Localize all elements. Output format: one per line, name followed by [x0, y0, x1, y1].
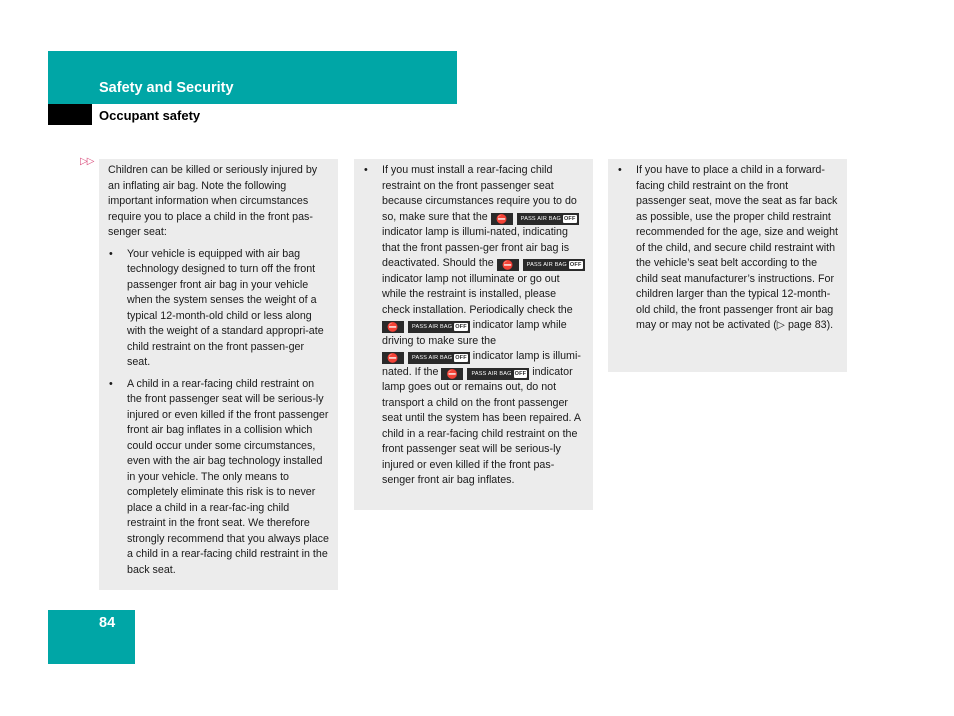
- pass-air-bag-off-lamp: [382, 321, 470, 333]
- intro-paragraph: Children can be killed or seriously injured by an inflating air bag. Note the following important information when circumstances require you to place a child in the front pas-senger seat:: [108, 164, 318, 238]
- bullet-list: [108, 247, 330, 579]
- passenger-seat-airbag-icon: ⛔: [441, 368, 463, 380]
- pass-air-bag-off-lamp: [382, 352, 470, 364]
- passenger-seat-airbag-icon: ⛔: [491, 213, 513, 225]
- passenger-seat-airbag-icon: ⛔: [497, 259, 519, 271]
- list-item-text: If you must install a rear-facing child restraint on the front passenger seat because circumstances require you to do so, make sure that the: [382, 164, 577, 223]
- list-item-text: indicator lamp goes out or remains out, do not transport a child on the front passenger seat until the system has been repaired. A child in a rear-facing child restraint on the front passenger seat will be serious-ly injured or even killed if the front pas-senger front air bag inflates.: [382, 365, 581, 486]
- subsection-title: Occupant safety: [99, 108, 201, 123]
- bullet-icon: •: [109, 247, 113, 260]
- list-item: [108, 377, 330, 579]
- list-item: [617, 163, 839, 334]
- list-item-text: indicator lamp is illumi-nated. If the: [382, 350, 581, 378]
- lamp-off-text: OFF: [455, 355, 467, 361]
- bullet-icon: •: [109, 377, 113, 390]
- warning-box-intro: [99, 159, 338, 590]
- page-number: 84: [99, 615, 116, 631]
- lamp-label: PASS AIR BAG OFF: [408, 352, 470, 364]
- list-item-text: If you have to place a child in a forward-facing child restraint on the front passenger seat, move the seat as far back as possible, use the proper child restraint recommended for the age, size and weight of the child, and secure child restraint with the vehicle’s seat belt according to the child seat manufacturer’s instructions. For children larger than the typical 12-month-old child, the front passenger front air bag may or may not be activated (▷ page 83).: [636, 164, 838, 331]
- passenger-seat-airbag-icon: ⛔: [382, 321, 404, 333]
- passenger-seat-airbag-icon: ⛔: [382, 352, 404, 364]
- bullet-icon: •: [618, 164, 622, 176]
- pass-air-bag-off-lamp: [491, 213, 579, 225]
- lamp-off-text: OFF: [455, 324, 467, 330]
- bullet-list: [617, 163, 839, 334]
- lamp-label: PASS AIR BAG OFF: [408, 321, 470, 333]
- section-tab-marker: [48, 104, 92, 125]
- lamp-label: PASS AIR BAG OFF: [467, 368, 529, 380]
- lamp-off-text: OFF: [569, 262, 582, 268]
- lamp-label: PASS AIR BAG OFF: [517, 213, 579, 225]
- pass-air-bag-off-lamp: [497, 259, 585, 271]
- warning-box-forward-facing: [608, 159, 847, 372]
- list-item: [363, 163, 585, 489]
- bullet-list: [363, 163, 585, 489]
- warning-box-rear-facing: [354, 159, 593, 510]
- lamp-off-text: OFF: [563, 215, 576, 222]
- list-item: [108, 247, 330, 371]
- list-item-text: indicator lamp while driving to make sure the: [382, 319, 567, 347]
- list-item-text: A child in a rear-facing child restraint on the front passenger seat will be serious-ly injured or even killed if the front passenger front air bag inflates in a collision which could occur under some circumstances, even with the air bag technology installed in your vehicle. The only means to completely eliminate this risk is to never place a child in a rear-fac-ing child restraint in the front seat. We therefore strongly recommend that you always place a child in a rear-facing child restraint in the back seat.: [127, 377, 329, 576]
- header-band: [48, 51, 457, 104]
- continued-arrow-icon: ▷▷: [80, 156, 94, 167]
- list-item-text: indicator lamp not illuminate or go out while the restraint is installed, please check installation. Periodically check the: [382, 272, 573, 316]
- lamp-off-text: OFF: [514, 370, 527, 377]
- list-item-text: indicator lamp is illumi-nated, indicating that the front passen-ger front air bag is deactivated. Should the: [382, 226, 570, 269]
- bullet-icon: •: [364, 164, 368, 176]
- lamp-label: PASS AIR BAG OFF: [523, 259, 585, 271]
- section-title: Safety and Security: [99, 80, 234, 96]
- list-item-text: Your vehicle is equipped with air bag technology designed to turn off the front passenger front air bag in your vehicle when the system senses the weight of a typical 12-month-old child or less along with the weight of a standard appropri-ate child restraint on the front passen-ger seat.: [127, 247, 324, 368]
- pass-air-bag-off-lamp: [441, 368, 529, 380]
- page-number-box: [48, 610, 135, 664]
